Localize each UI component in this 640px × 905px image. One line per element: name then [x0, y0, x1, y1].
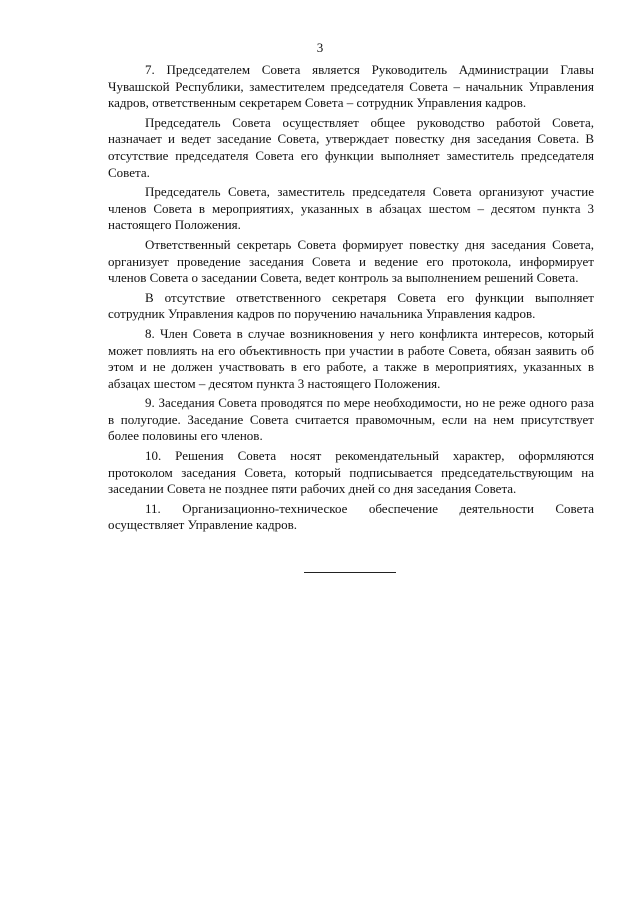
document-body — [108, 62, 594, 534]
paragraph-chairman-duties: Председатель Совета осуществляет общее руководство работой Совета, назначает и ведет заседание Совета, утверждает повестку дня заседания Совета. В отсутствие председателя Совета его функции выполняет заместитель председателя Совета. — [108, 114, 594, 180]
paragraph-7-chairman: 7. Председателем Совета является Руководитель Администрации Главы Чувашской Республики, заместителем председателя Совета – начальник Управления кадров, ответственным секретарем Совета – сотрудник Управления кадров. — [108, 62, 594, 111]
paragraph-10-decisions: 10. Решения Совета носят рекомендательный характер, оформляются протоколом заседания Совета, который подписывается председательствующим на заседании Совета не позднее пяти рабочих дней со дня заседания Совета. — [108, 448, 594, 497]
paragraph-11-support: 11. Организационно-техническое обеспечение деятельности Совета осуществляет Управление кадров. — [108, 500, 594, 533]
paragraph-secretary-absence: В отсутствие ответственного секретаря Совета его функции выполняет сотрудник Управления кадров по поручению начальника Управления кадров. — [108, 289, 594, 322]
paragraph-secretary-duties: Ответственный секретарь Совета формирует повестку дня заседания Совета, организует проведение заседания Совета и ведение его протокола, информирует членов Совета о заседании Совета, ведет контроль за выполнением решений Совета. — [108, 236, 594, 286]
page-number: 3 — [316, 40, 324, 55]
paragraph-chairman-participation: Председатель Совета, заместитель председателя Совета организуют участие членов Совета в мероприятиях, указанных в абзацах шестом – десятом пункта 3 настоящего Положения. — [108, 184, 594, 233]
paragraph-9-meetings: 9. Заседания Совета проводятся по мере необходимости, но не реже одного раза в полугодие. Заседание Совета считается правомочным, если на нем присутствует более половины его членов. — [108, 395, 594, 444]
closing-divider-line — [304, 572, 396, 573]
paragraph-8-conflict-of-interest: 8. Член Совета в случае возникновения у него конфликта интересов, который может повлиять на его объективность при участии в работе Совета, обязан заявить об этом и не должен участвовать в его работе, а также в мероприятиях, указанных в абзацах шестом – десятом пункта 3 настоящего Положения. — [108, 325, 594, 391]
